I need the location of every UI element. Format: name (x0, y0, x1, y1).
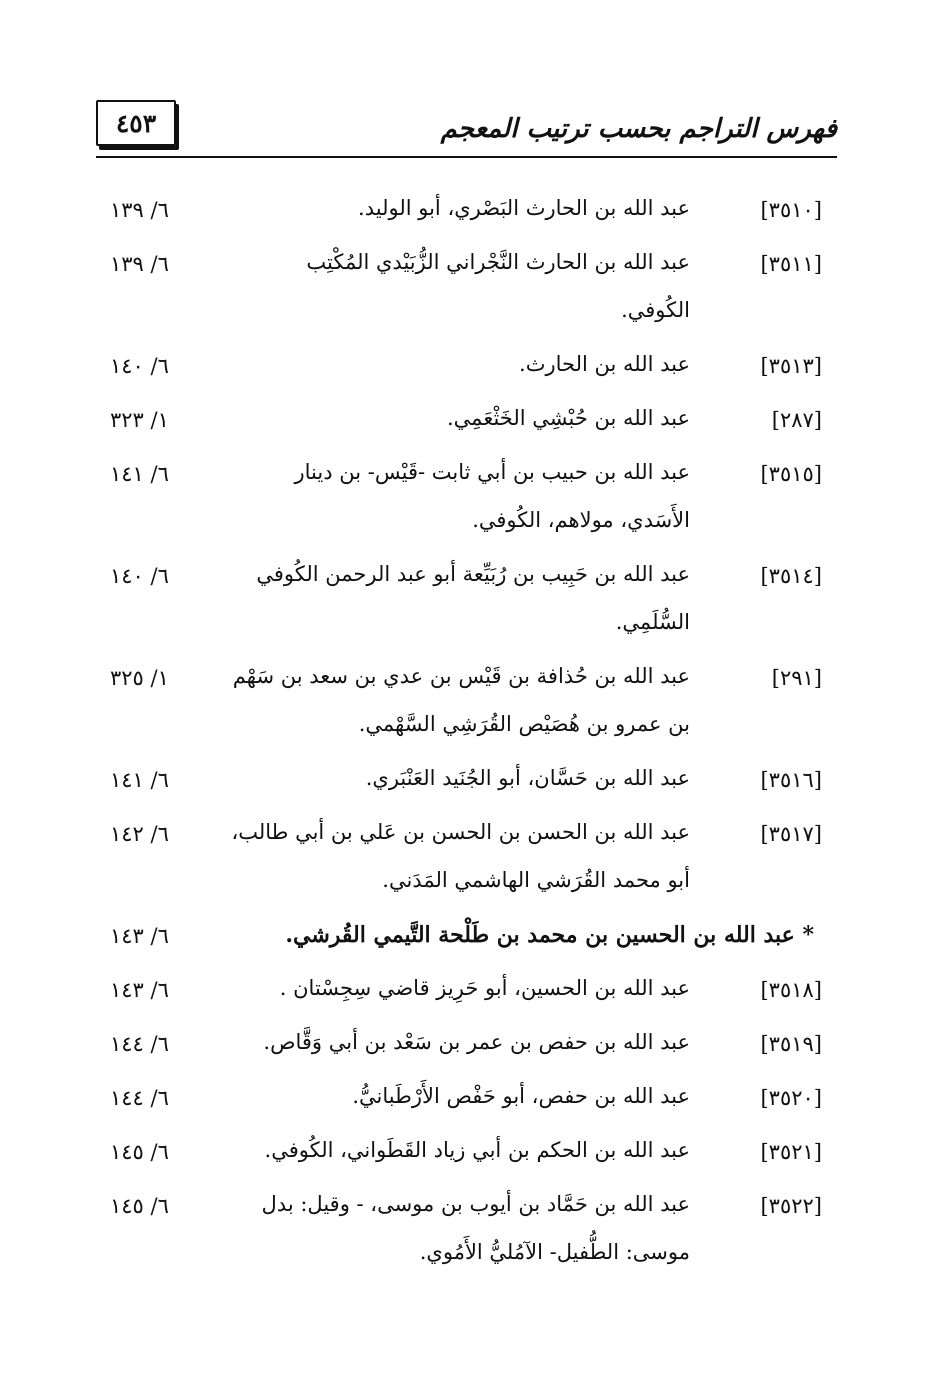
entry-text-content: عبد الله بن حفص بن عمر بن سَعْد بن أبي وَقَّاص. (263, 1030, 690, 1054)
entry-line (110, 502, 822, 550)
entry-number: [٣٥١٩] (760, 1032, 822, 1056)
heading-star-marker: * (802, 922, 814, 948)
entry-text-content: عبد الله بن الحسين بن محمد بن طَلْحة التَّيمي القُرشي. (285, 922, 795, 948)
index-entry (110, 244, 822, 340)
index-entries (110, 190, 822, 1288)
entry-text (352, 1084, 690, 1108)
volume-page-reference: ٦/ ١٤٥ (110, 1194, 169, 1218)
entry-line (110, 814, 822, 862)
entry-text (262, 1192, 690, 1216)
entry-line (110, 292, 822, 340)
entry-line (110, 916, 822, 964)
entry-line (110, 400, 822, 448)
entry-continuation: أبو محمد القُرَشي الهاشمي المَدَني. (382, 868, 690, 892)
entry-continuation: موسى: الطُّفيل- الآمُليُّ الأَمُوي. (419, 1240, 690, 1264)
index-entry (110, 1186, 822, 1282)
entry-number: [٢٨٧] (771, 408, 822, 432)
entry-text (358, 196, 690, 220)
entry-line (110, 556, 822, 604)
entry-number: [٣٥٢٢] (760, 1194, 822, 1218)
entry-continuation: بن عمرو بن هُصَيْص القُرَشِي السَّهْمي. (358, 712, 690, 736)
index-entry (110, 1078, 822, 1126)
volume-page-reference: ١/ ٣٢٣ (110, 408, 169, 432)
entry-continuation: الكُوفي. (621, 298, 690, 322)
index-entry (110, 814, 822, 910)
index-entry (110, 970, 822, 1018)
entry-line (110, 706, 822, 754)
entry-text-content: عبد الله بن حُبْشِي الخَثْعَمِي. (447, 406, 690, 430)
volume-page-reference: ٦/ ١٤٠ (110, 354, 169, 378)
entry-text-content: عبد الله بن الحارث. (519, 352, 690, 376)
entry-text (447, 406, 690, 430)
entry-line (110, 1078, 822, 1126)
volume-page-reference: ٦/ ١٣٩ (110, 198, 169, 222)
volume-page-reference: ٦/ ١٤٤ (110, 1086, 169, 1110)
entry-text (295, 460, 690, 484)
entry-text (233, 664, 690, 688)
entry-line (110, 1132, 822, 1180)
entry-text-content: عبد الله بن الحارث البَصْري، أبو الوليد. (358, 196, 690, 220)
entry-number: [٣٥١٥] (760, 462, 822, 486)
volume-page-reference: ١/ ٣٢٥ (110, 666, 169, 690)
index-entry (110, 190, 822, 238)
entry-number: [٣٥١٤] (760, 564, 822, 588)
entry-text (285, 922, 814, 948)
volume-page-reference: ٦/ ١٤١ (110, 462, 169, 486)
entry-number: [٣٥١٣] (760, 354, 822, 378)
volume-page-reference: ٦/ ١٤٣ (110, 924, 169, 948)
index-entry (110, 1024, 822, 1072)
entry-line (110, 862, 822, 910)
entry-number: [٣٥١٦] (760, 768, 822, 792)
entry-continuation: السُّلَمِي. (615, 610, 690, 634)
entry-number: [٢٩١] (771, 666, 822, 690)
entry-text (256, 562, 690, 586)
entry-text (265, 1138, 690, 1162)
entry-line (110, 190, 822, 238)
entry-line (110, 1234, 822, 1282)
entry-text-content: عبد الله بن الحكم بن أبي زياد القَطَواني، الكُوفي. (264, 1138, 690, 1162)
volume-page-reference: ٦/ ١٤٠ (110, 564, 169, 588)
entry-number: [٣٥١٠] (760, 198, 822, 222)
entry-text (519, 352, 690, 376)
volume-page-reference: ٦/ ١٤٢ (110, 822, 169, 846)
page-number: ٤٥٣ (115, 108, 157, 138)
entry-number: [٣٥٢١] (760, 1140, 822, 1164)
entry-text-content: عبد الله بن حُذافة بن قَيْس بن عدي بن سعد بن سَهْم (232, 664, 690, 688)
header-rule (96, 156, 837, 158)
entry-line (110, 1024, 822, 1072)
entry-number: [٣٥١٧] (760, 822, 822, 846)
entry-line (110, 244, 822, 292)
entry-text (280, 976, 690, 1000)
index-entry (110, 760, 822, 808)
entry-line (110, 346, 822, 394)
index-heading (110, 916, 822, 964)
entry-number: [٣٥١١] (760, 252, 822, 276)
volume-page-reference: ٦/ ١٤١ (110, 768, 169, 792)
volume-page-reference: ٦/ ١٤٤ (110, 1032, 169, 1056)
entry-text-content: عبد الله بن الحسن بن الحسن بن عَلي بن أبي طالب، (231, 820, 690, 844)
running-title: فهرس التراجم بحسب ترتيب المعجم (440, 114, 837, 144)
entry-line (110, 970, 822, 1018)
index-entry (110, 454, 822, 550)
entry-line (110, 1186, 822, 1234)
index-entry (110, 400, 822, 448)
volume-page-reference: ٦/ ١٣٩ (110, 252, 169, 276)
entry-continuation: الأَسَدي، مولاهم، الكُوفي. (472, 508, 690, 532)
page-header (96, 96, 837, 154)
page-number-box (96, 100, 176, 146)
entry-text (366, 766, 690, 790)
entry-text-content: عبد الله بن حَسَّان، أبو الجُنَيد العَنْبَري. (365, 766, 690, 790)
entry-text-content: عبد الله بن الحسين، أبو حَرِيز قاضي سِجِسْتان . (279, 976, 690, 1000)
entry-text (263, 1030, 690, 1054)
entry-text (306, 250, 690, 274)
index-entry (110, 658, 822, 754)
index-entry (110, 556, 822, 652)
entry-line (110, 658, 822, 706)
volume-page-reference: ٦/ ١٤٥ (110, 1140, 169, 1164)
index-entry (110, 346, 822, 394)
entry-text-content: عبد الله بن الحارث النَّجْراني الزُّبَيْدي المُكْتِب (306, 250, 690, 274)
entry-number: [٣٥٢٠] (760, 1086, 822, 1110)
entry-text-content: عبد الله بن حَمَّاد بن أيوب بن موسى، - وقيل: بدل (261, 1192, 690, 1216)
entry-line (110, 454, 822, 502)
entry-line (110, 604, 822, 652)
index-entry (110, 1132, 822, 1180)
entry-text-content: عبد الله بن حفص، أبو حَفْص الأَرْطَبانيُّ. (352, 1084, 690, 1108)
entry-number: [٣٥١٨] (760, 978, 822, 1002)
volume-page-reference: ٦/ ١٤٣ (110, 978, 169, 1002)
entry-text (231, 820, 690, 844)
entry-line (110, 760, 822, 808)
entry-text-content: عبد الله بن حَبِيب بن رُبَيِّعة أبو عبد الرحمن الكُوفي (256, 562, 690, 586)
entry-text-content: عبد الله بن حبيب بن أبي ثابت -قَيْس- بن دينار (294, 460, 690, 484)
